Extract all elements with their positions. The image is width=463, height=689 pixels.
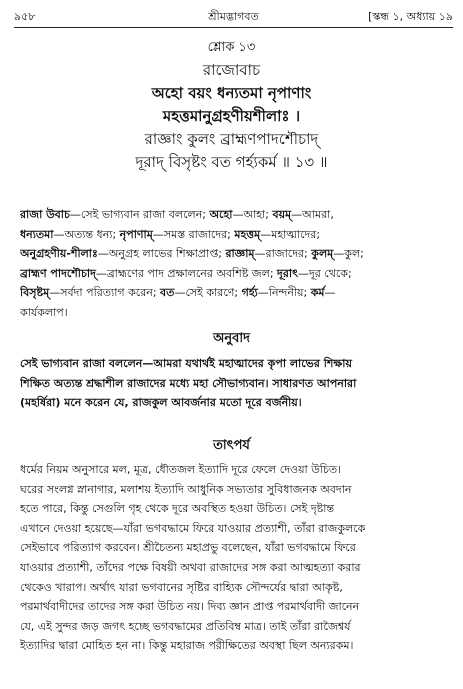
translation-line: সেই ভাগ্যবান রাজা বললেন—আমরা যথার্থই মহাত্মাদের কৃপা লাভের শিক্ষায়	[20, 357, 352, 370]
synonym-definition: —নিন্দনীয়;	[257, 286, 311, 300]
sloka-line: দূরাদ্ বিসৃষ্টং বত গর্হ্যকর্ম ॥ ১৩ ॥	[135, 153, 328, 171]
synonym-term: নৃপাণাম্	[119, 227, 153, 241]
purport-paragraph	[20, 460, 447, 656]
sloka-block	[0, 36, 463, 174]
synonym-definition: —মহাত্মাদের;	[260, 227, 321, 241]
translation-line: (মহর্ষিরা) মনে করেন যে, রাজকুল আবর্জনার মতো দূরে বর্জনীয়।	[20, 396, 302, 410]
synonym-definition: —দূর থেকে;	[297, 266, 352, 280]
translation-paragraph	[20, 354, 447, 413]
synonym-definition: —সর্বদা পরিত্যাগ করেন;	[49, 286, 161, 300]
synonym-term: বত	[160, 286, 175, 300]
synonym-term: অনুগ্রহণীয়-শীলাঃ	[20, 247, 98, 261]
synonym-line	[20, 225, 447, 245]
synonym-definition: —কুল;	[333, 247, 364, 261]
synonym-term: গর্হ্য	[241, 286, 258, 300]
synonym-line	[20, 303, 447, 323]
synonym-definition: —অত্যন্ত ধন্য;	[53, 227, 120, 241]
purport-line: যে, এই সুন্দর জড় জগৎ হচ্ছে ভগবদ্ধামের প্রতিবিম্ব মাত্র। তাই তাঁরা রাজৈশ্বর্য	[20, 619, 351, 633]
synonym-definition: —ব্রাহ্মণের পাদ প্রক্ষালনের অবশিষ্ট জল;	[95, 266, 278, 280]
synonym-definition: —সেই ভাগ্যবান রাজা বললেন;	[69, 208, 210, 221]
sloka-line: অহো বয়ং ধন্যতমা নৃপাণাং	[151, 84, 312, 102]
sloka-line: মহত্তমানুগ্রহণীয়শীলাঃ ।	[162, 107, 301, 125]
purport-line: সেইভাবে পরিত্যাগ করবেন। শ্রীচৈতন্য মহাপ্রভু বলেছেন, যাঁরা ভগবদ্ধামে ফিরে	[20, 541, 356, 555]
synonym-term: অহো	[209, 208, 233, 221]
translation-line: শিক্ষিত অত্যন্ত শ্রদ্ধাশীল রাজাদের মধ্যে মহা সৌভাগ্যবান। সাধারণত আপনারা	[20, 376, 357, 390]
synonym-definition: —	[324, 286, 336, 300]
chapter-reference: [স্কন্ধ ১, অধ্যায় ১৯	[368, 10, 453, 23]
purport-line: পরমার্থবাদীদের তাদের সঙ্গ করা উচিত নয়। দিব্য জ্ঞান প্রাপ্ত পরমার্থবাদী জানেন	[20, 600, 360, 614]
purport-line: এখানে দেওয়া হয়েছে—যাঁরা ভগবদ্ধামে ফিরে যাওয়ার প্রত্যাশী, তাঁরা রাজকুলকে	[20, 521, 366, 535]
translation-heading: অনুবাদ	[213, 331, 250, 346]
sloka-line: রাজ্ঞাং কুলং ব্রাহ্মণপাদশৌচাদ্	[144, 130, 319, 148]
synonym-definition: —অনুগ্রহ লাভের শিক্ষাপ্রাপ্ত;	[97, 247, 226, 261]
synonym-term: কর্ম	[310, 286, 325, 300]
purport-line: যাওয়ার প্রত্যাশী, তাঁদের পক্ষে বিষয়ী অথবা রাজাদের সঙ্গ করা আত্মহত্যা করার	[20, 560, 361, 574]
synonym-term: দূরাৎ	[277, 266, 298, 280]
purport-line: ইত্যাদির দ্বারা মোহিত হন না। কিন্তু মহারাজ পরীক্ষিতের অবস্থা ছিল অন্যরকম।	[20, 639, 354, 653]
synonym-definition: —আহা;	[232, 208, 273, 221]
synonym-definition: —আমরা,	[291, 208, 334, 221]
synonym-definition: —সেই কারণে;	[174, 286, 242, 300]
synonyms-paragraph	[20, 205, 447, 323]
sloka-speaker: রাজোবাচ	[202, 61, 261, 79]
synonym-term: রাজ্ঞাম্	[225, 247, 255, 261]
synonym-term: বয়ম্	[272, 208, 292, 221]
page-header	[14, 8, 453, 26]
synonym-term: ব্রাহ্মণ পাদশৌচাদ্	[20, 266, 96, 280]
synonym-term: রাজা উবাচ	[20, 208, 70, 221]
synonym-term: মহত্তম্	[234, 227, 261, 241]
purport-line: হতে পারে, কিন্তু সেগুলি গৃহ থেকে দূরে অবস্থিত হওয়া উচিত। সেই দৃষ্টান্ত	[20, 502, 335, 516]
synonym-line	[20, 244, 447, 264]
synonym-definition: —সমস্ত রাজাদের;	[152, 227, 235, 241]
synonym-definition: —রাজাদের;	[254, 247, 312, 261]
synonym-line	[20, 205, 447, 225]
purport-line: থেকেও খারাপ। অর্থাৎ যারা ভগবানের সৃষ্টির বাহ্যিক সৌন্দর্যের দ্বারা আকৃষ্ট,	[20, 580, 343, 594]
synonym-term: বিসৃষ্টম্	[20, 286, 50, 300]
synonym-definition: কার্যকলাপ।	[20, 305, 68, 319]
purport-heading: তাৎপর্য	[213, 438, 250, 453]
synonym-line	[20, 264, 447, 284]
page-number: ৯৫৮	[14, 10, 36, 23]
book-title: শ্রীমদ্ভাগবত	[208, 10, 259, 23]
sloka-label: শ্লোক ১৩	[207, 40, 256, 55]
synonym-term: কুলম্	[311, 247, 334, 261]
purport-line: ঘরের সংলগ্ন স্নানাগার, মলাশয় ইত্যাদি আধুনিক সভ্যতার সুবিধাজনক অবদান	[20, 482, 352, 496]
header-rule	[14, 27, 453, 28]
purport-line: ধর্মের নিয়ম অনুসারে মল, মূত্র, ধৌতজল ইত্যাদি দূরে ফেলে দেওয়া উচিত।	[20, 463, 342, 476]
synonym-term: ধন্যতমা	[20, 227, 54, 241]
synonym-line	[20, 283, 447, 303]
